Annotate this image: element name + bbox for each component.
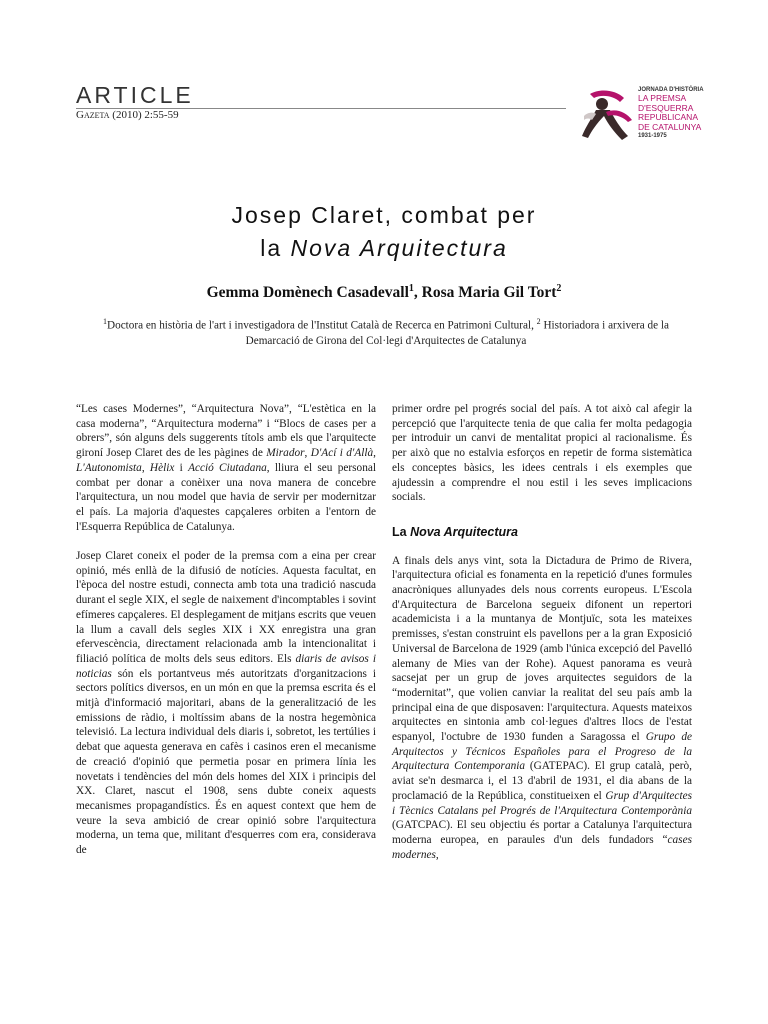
paragraph [76,549,376,858]
logo-line-3: D'ESQUERRA [638,102,694,113]
logo-line-5: DE CATALUNYA [638,121,702,132]
paragraph [76,402,376,534]
section-heading-italic: Nova Arquitectura [410,524,518,539]
text-run: “Les cases Modernes”, “Arquitectura Nova”, “L'estètica en la casa moderna”, “Arquitectura moderna” i “Blocs de cases per a obrers”, són alguns dels suggerents títols amb els que l'arquitecte gironí Josep Claret des de les pàgines de [76,403,376,460]
italic-text: Mirador [266,447,305,460]
italic-text: Acció Ciutadana [188,461,267,474]
affiliations [76,314,696,349]
conference-logo-icon [576,86,636,144]
affiliation-1-mark: 1 [103,317,108,326]
italic-text: Grupo de Arquitectos y Técnicos Españoles para el Progreso de la Arquitectura Contemporania [392,731,692,773]
journal-name: Gazeta [76,109,110,121]
conference-logo-text [638,86,704,142]
affiliation-1: Doctora en història de l'art i investigadora de l'Institut Català de Recerca en Patrimoni Cultural, [107,319,537,332]
section-heading [392,525,692,540]
section-heading-plain: La [392,524,411,539]
italic-text: diaris de avisos i noticias [76,652,376,680]
italic-text: D'Ací i d'Allà [310,447,374,460]
author-2-mark: 2 [556,283,562,294]
paragraph [392,554,692,863]
text-run: Josep Claret coneix el poder de la premsa com a eina per crear opinió, més enllà de la difusió de notícies. Aquesta facultat, en l'època del nostre estudi, connecta amb tota una tradició nascuda durant el segle XIX, el segle de naixement d'incomptables i sovint efímeres capçaleres. El desplegament de mitjans escrits que veuen la llum a cavall dels segles XIX i XX enregistra una gran efervescència, directament relacionada amb la intencionalitat i filiació política de molts dels seus editors. Els [76,550,376,665]
body-column-right [392,402,692,877]
italic-text: L'Autonomista [76,461,142,474]
author-1: Gemma Domènech Casadevall [206,284,409,302]
affiliation-2: Historiadora i arxivera de la Demarcació de Girona del Col·legi d'Arquitectes de Catalunya [245,319,669,347]
author-separator: , [413,284,422,302]
text-run: , [373,447,376,460]
article-header [76,82,194,121]
author-1-mark: 1 [408,283,414,294]
text-run: A finals dels anys vint, sota la Dictadura de Primo de Rivera, l'arquitectura oficial es fonamenta en la repetició d'unes formules anacròniques allunyades dels nous corrents europeus. L'Escola d'Arquitectura de Barcelona segueix difonent un repertori academicista i a la muntanya de Montjuïc, sota les mateixes premisses, s'estan construint els pavellons per a la gran Exposició Universal de Barcelona de 1929 (amb l'única excepció del Pavelló alemany de Mies van der Rohe). Aquest panorama es veurà sacsejat per un grup de joves arquitectes seguidors de la “modernitat”, que volien canviar la realitat del seu país amb la principal eina de que disposaven: l'arquitectura. Aquests mateixos arquitectes en sintonia amb col·legues d'altres llocs de l'estat espanyol, l'octubre de 1930 funden a Saragossa el [392,554,692,744]
italic-text: Grup d'Arquitectes i Tècnics Catalans pel Progrés de l'Arquitectura Contemporània [392,789,692,817]
italic-text: Hèlix [149,461,175,474]
text-run: , lliura el seu personal combat per donar a conèixer una nova manera de concebre l'arquitectura, un nou model que havia de servir per modernitzar el país. La majoria d'aquestes capçaleres orbiten a l'entorn de l'Esquerra República de Catalunya. [76,461,376,533]
author-list [0,283,768,302]
logo-line-2: LA PREMSA [638,93,687,103]
paragraph [392,402,692,505]
article-kicker: ARTICLE [76,82,194,108]
title-line-2-italic: Nova Arquitectura [290,235,508,261]
italic-text: cases modernes, [392,833,692,861]
logo-years: 1931-1975 [638,133,667,140]
text-run: (GATEPAC). El grup català, però, aviat se'n desmarca i, el 13 d'abril de 1931, el dia abans de la proclamació de la República, constitueixen el [392,760,693,802]
affiliation-2-mark: 2 [536,317,541,326]
text-run: , [304,447,311,460]
author-2: Rosa Maria Gil Tort [421,284,557,302]
journal-citation [76,109,194,121]
logo-line-1: JORNADA D'HISTÒRIA [638,87,704,93]
title-line-2-plain: la [260,235,291,261]
text-run: , [141,461,150,474]
title-line-2 [0,232,768,265]
text-run: són els portantveus més autoritzats d'organitzacions i sectors polítics diversos, en un món en que la premsa escrita és el mitjà d'informació majoritari, abans de la generalització de les emissions de ràdio, i moltíssim abans de la nostra hegemònica televisió. La lectura individual dels diaris i, sobretot, les tertúlies i debat que aquesta generava en cafès i casinos eren el mecanisme de creació d'opinió que permetia posar en primera línia les novetats i tendències del món dels homes del XIX i principis del XX. Claret, nascut el 1908, sens dubte coneix aquests mecanismes propagandístics. És en aquest context que hem de veure la seva ambició de crear opinió sobre l'arquitectura moderna, un tema que, militant d'esquerres com era, considerava de [76,667,376,857]
body-column-left [76,402,376,872]
article-title [0,199,768,265]
logo-line-4: REPUBLICANA [638,112,698,123]
text-run: i [174,461,189,474]
header-rule [76,108,566,109]
journal-ref: (2010) 2:55-59 [112,109,179,121]
text-run: primer ordre pel progrés social del país. A tot això cal afegir la percepció que l'arquitecte tenia de que calia fer molta pedagogia per introduir un canvi de mentalitat propici al racionalisme. És per això que no estalvia esforços en repetir de forma sistemàtica els conceptes bàsics, les idees centrals i els exemples que ajudessin a comprendre el nou estil i les seves implicacions socials. [392,403,692,504]
text-run: (GATCPAC). El seu objectiu és portar a Catalunya l'arquitectura moderna europea, en paraules d'un dels fundadors “ [392,819,692,846]
title-line-1: Josep Claret, combat per [231,202,537,228]
